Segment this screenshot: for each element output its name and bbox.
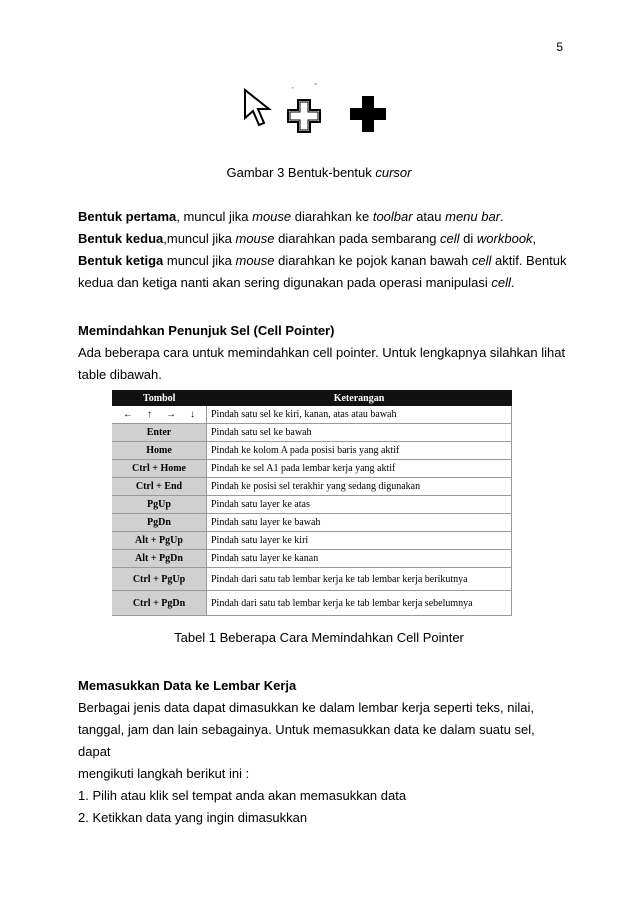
text-line: mengikuti langkah berikut ini :	[78, 766, 250, 781]
figure-caption: Gambar 3 Bentuk-bentuk cursor	[226, 165, 412, 180]
text-line: Berbagai jenis data dapat dimasukkan ke dalam lembar kerja seperti teks, nilai,	[78, 700, 534, 715]
table-row	[112, 568, 512, 591]
table-cell-desc: Pindah ke kolom A pada posisi baris yang aktif	[207, 442, 512, 460]
section-heading-input-data: Memasukkan Data ke Lembar Kerja	[78, 678, 297, 693]
table-cell-key: PgUp	[112, 496, 207, 514]
svg-text:,: ,	[292, 84, 294, 90]
arrow-keys-cell	[112, 406, 207, 424]
table-header-row	[112, 390, 512, 406]
cross-cursor-outline-icon	[288, 100, 320, 132]
table-cell-key: Ctrl + Home	[112, 460, 207, 478]
table-row	[112, 514, 512, 532]
table-cell-desc: Pindah ke posisi sel terakhir yang sedang digunakan	[207, 478, 512, 496]
table-cell-desc: Pindah satu sel ke bawah	[207, 424, 512, 442]
table-cell-desc: Pindah satu layer ke bawah	[207, 514, 512, 532]
table-cell-desc: Pindah satu layer ke kiri	[207, 532, 512, 550]
table-row	[112, 591, 512, 616]
table-row	[112, 478, 512, 496]
table-cell-key: Alt + PgUp	[112, 532, 207, 550]
page-number: 5	[556, 40, 563, 54]
table-cell-desc: Pindah dari satu tab lembar kerja ke tab lembar kerja sebelumnya	[207, 591, 512, 616]
cursor-desc-line: Bentuk pertama, muncul jika mouse diarahkan ke toolbar atau menu bar.	[78, 209, 504, 224]
table-row	[112, 442, 512, 460]
table-row	[112, 460, 512, 478]
text-line: 2. Ketikkan data yang ingin dimasukkan	[78, 810, 308, 825]
svg-text:~: ~	[314, 82, 318, 88]
table-cell-desc: Pindah dari satu tab lembar kerja ke tab lembar kerja berikutnya	[207, 568, 512, 591]
table-cell-key: PgDn	[112, 514, 207, 532]
cursor-desc-line: Bentuk ketiga muncul jika mouse diarahkan ke pojok kanan bawah cell aktif. Bentuk kedua dan ketiga nanti akan sering digunakan pada operasi manipulasi cell.	[78, 253, 567, 290]
cursor-description	[78, 206, 568, 294]
table-cell-desc: Pindah ke sel A1 pada lembar kerja yang aktif	[207, 460, 512, 478]
table-cell-key: Enter	[112, 424, 207, 442]
text-line: dapat	[78, 744, 111, 759]
table-cell-key: Ctrl + End	[112, 478, 207, 496]
cross-cursor-solid-icon	[350, 96, 386, 132]
section-text-cell-pointer: Ada beberapa cara untuk memindahkan cell pointer. Untuk lengkapnya silahkan lihat table dibawah.	[78, 345, 566, 382]
table-cell-key: Alt + PgDn	[112, 550, 207, 568]
table-row	[112, 550, 512, 568]
table-caption: Tabel 1 Beberapa Cara Memindahkan Cell Pointer	[174, 630, 464, 645]
table-cell-key: Ctrl + PgDn	[112, 591, 207, 616]
table-cell-desc: Pindah satu layer ke atas	[207, 496, 512, 514]
table-header-keterangan: Keterangan	[207, 390, 512, 406]
table-cell-desc: Pindah satu layer ke kanan	[207, 550, 512, 568]
cursor-shapes-figure	[240, 78, 390, 138]
arrow-cursor-icon	[245, 90, 269, 125]
text-line: 1. Pilih atau klik sel tempat anda akan memasukkan data	[78, 788, 407, 803]
arrow-left-icon: ←	[123, 409, 133, 420]
table-row	[112, 406, 512, 424]
cell-pointer-table	[112, 390, 512, 616]
table-cell-key: Home	[112, 442, 207, 460]
cursor-desc-line: Bentuk kedua,muncul jika mouse diarahkan pada sembarang cell di workbook,	[78, 231, 537, 246]
table-header-tombol: Tombol	[112, 390, 207, 406]
table-cell-desc: Pindah satu sel ke kiri, kanan, atas atau bawah	[207, 406, 512, 424]
text-line: tanggal, jam dan lain sebagainya. Untuk memasukkan data ke dalam suatu sel,	[78, 722, 535, 737]
table-row	[112, 532, 512, 550]
table-cell-key: Ctrl + PgUp	[112, 568, 207, 591]
table-row	[112, 496, 512, 514]
arrow-right-icon: →	[166, 409, 176, 420]
table-row	[112, 424, 512, 442]
arrow-up-icon: ↑	[147, 409, 152, 420]
section-heading-cell-pointer: Memindahkan Penunjuk Sel (Cell Pointer)	[78, 323, 335, 338]
arrow-down-icon: ↓	[190, 409, 195, 420]
section-text-input-data	[78, 697, 568, 829]
